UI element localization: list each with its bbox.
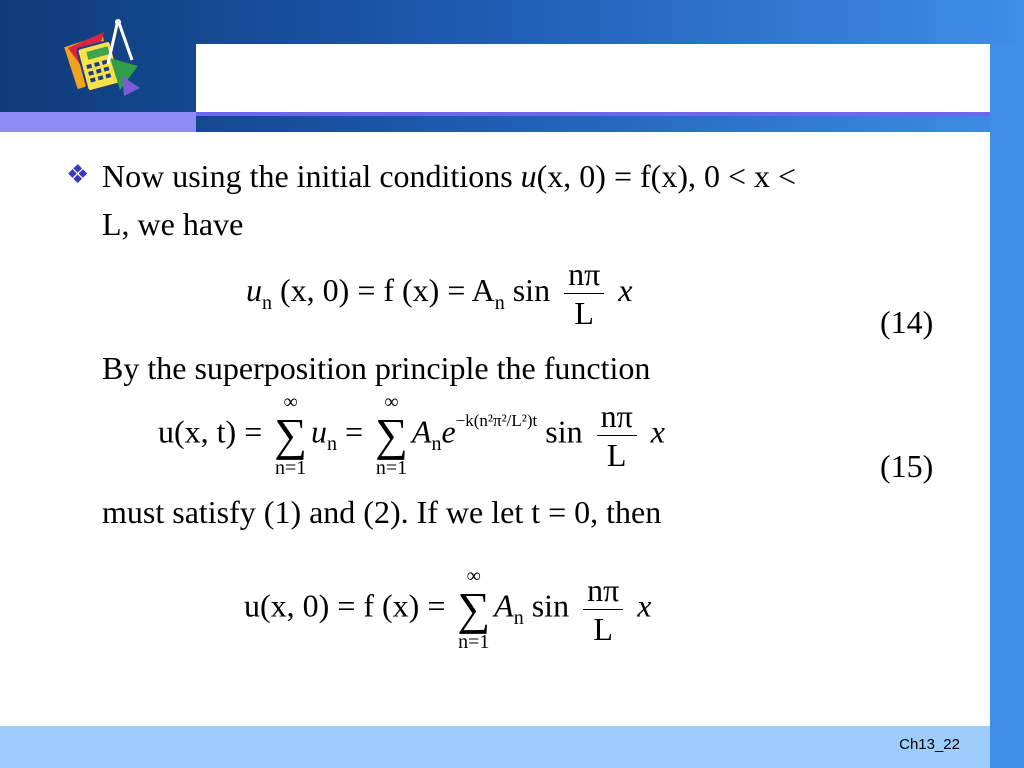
paragraph-line-2: L, we have (102, 206, 244, 242)
eq14-fraction (564, 255, 604, 332)
eq14-denominator: L (574, 295, 594, 331)
right-side-band (990, 44, 1024, 768)
eq15-exponent: −k(n²π²/L²)t (455, 411, 538, 431)
math-tools-clipart-icon (60, 18, 146, 102)
eq15-term2: A (411, 413, 432, 450)
eq16-numerator: nπ (583, 571, 623, 610)
eq16-fraction (583, 571, 623, 648)
eq15-sum2-top: ∞ (384, 391, 399, 413)
slide-number: Ch13_22 (899, 736, 960, 753)
eq15-sum1-top: ∞ (283, 391, 298, 413)
paragraph-line-1 (102, 158, 796, 194)
eq14-lhs-sub: n (262, 291, 272, 314)
line1-lead: Now using the initial conditions (102, 158, 521, 194)
eq15-denominator: L (606, 436, 627, 473)
equation-15-number: (15) (880, 448, 934, 484)
eq15-sum2-bottom: n=1 (375, 457, 408, 479)
eq16-sin: sin (531, 587, 570, 624)
eq14-mid: (x, 0) = f (x) = A (280, 271, 495, 308)
eq15-numerator: nπ (597, 397, 637, 436)
header-accent-strip (0, 112, 196, 132)
eq15-term1: u (311, 413, 328, 450)
eq16-sum-top: ∞ (466, 565, 481, 587)
eq16-sum (457, 566, 490, 652)
eq15-equals: = (345, 413, 364, 450)
paragraph-line-3: By the superposition principle the function (102, 350, 651, 386)
eq15-sum2-sigma: ∑ (375, 409, 408, 460)
eq15-lhs: u(x, t) = (158, 413, 263, 450)
diamond-bullet-icon: ❖ (66, 160, 90, 190)
footer-band (0, 726, 990, 768)
eq14-tail: x (618, 271, 633, 308)
eq16-sum-sigma: ∑ (457, 583, 491, 634)
eq14-lhs: u (246, 271, 262, 308)
eq16-denominator: L (593, 610, 613, 647)
header-divider (196, 112, 1024, 116)
line1-args: (x, 0) = f(x), 0 < x < (536, 158, 797, 194)
line1-u: u (520, 158, 537, 194)
eq15-term1-sub: n (327, 433, 338, 456)
eq14-numerator: nπ (564, 255, 604, 294)
eq15-sum1-sigma: ∑ (274, 409, 308, 460)
eq15-e: e (441, 413, 456, 450)
eq15-term2-sub: n (431, 433, 442, 456)
eq16-term: A (494, 587, 514, 624)
eq15-sum-1 (274, 392, 307, 478)
eq15-sum1-bottom: n=1 (275, 457, 307, 479)
eq15-sin: sin (545, 413, 583, 450)
eq15-tail: x (650, 413, 665, 450)
paragraph-line-4: must satisfy (1) and (2). If we let t = 0, then (102, 494, 662, 530)
eq16-sum-bottom: n=1 (458, 631, 490, 653)
eq14-sin: sin (512, 271, 551, 308)
eq14-mid-sub: n (494, 291, 505, 314)
equation-16 (244, 566, 651, 652)
equation-15 (158, 392, 665, 478)
eq16-term-sub: n (513, 607, 524, 630)
eq16-lhs: u(x, 0) = f (x) = (244, 587, 446, 624)
equation-14-number: (14) (880, 304, 934, 340)
title-area (196, 44, 990, 112)
equation-14 (246, 255, 632, 332)
eq16-tail: x (637, 587, 652, 624)
eq15-fraction (597, 397, 637, 474)
eq15-sum-2 (375, 392, 408, 478)
